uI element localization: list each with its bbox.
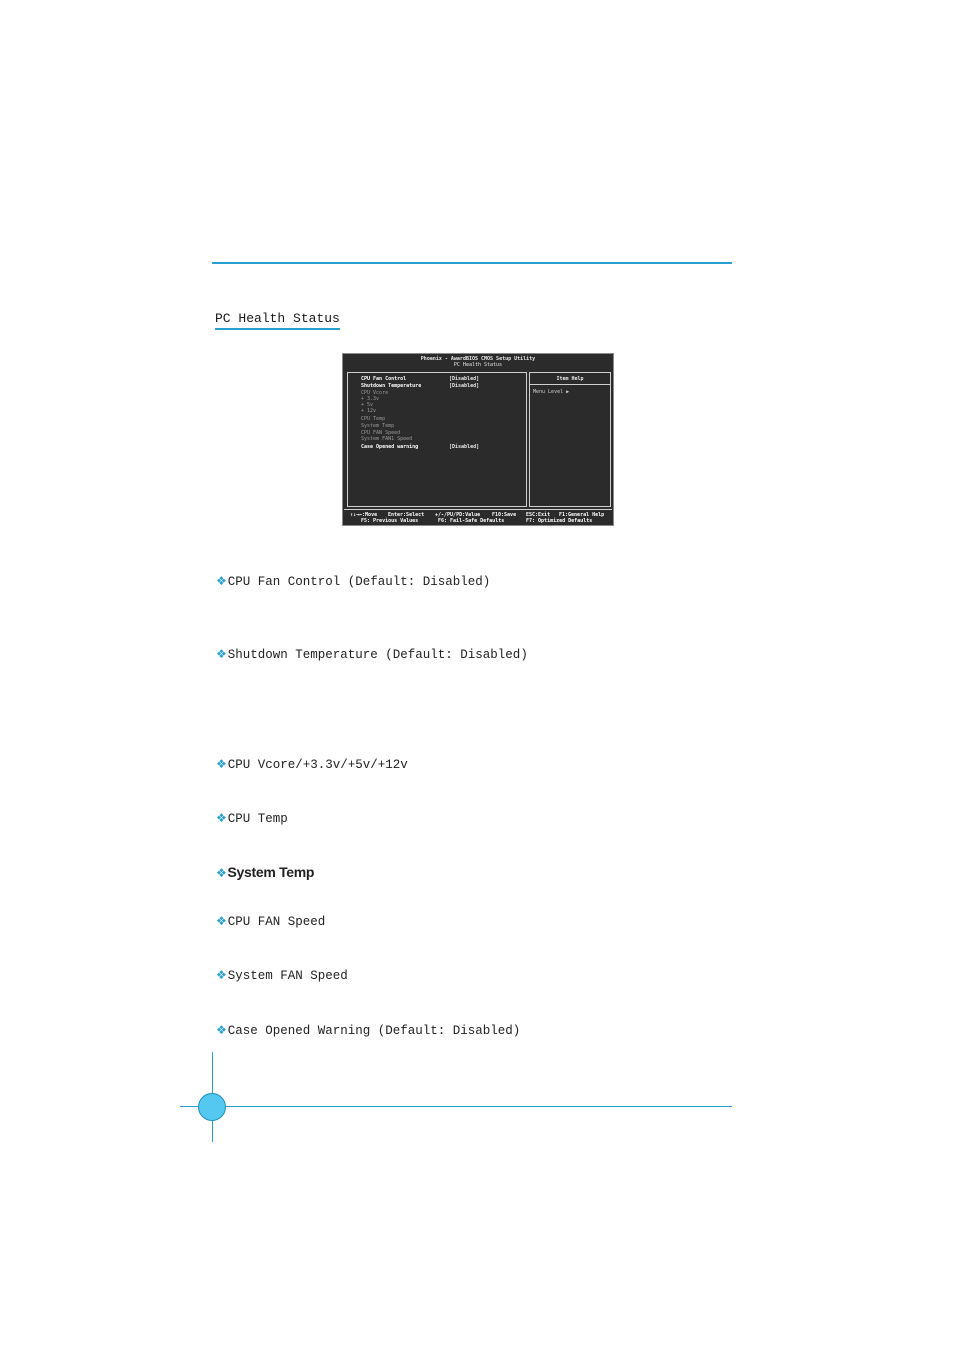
item-cpu-fan-speed: CPU FAN Speed: [227, 915, 326, 929]
item-case-opened-warning: Case Opened Warning (Default: Disabled): [227, 1024, 521, 1038]
bios-key-optimized: F7: Optimized Defaults: [526, 518, 593, 524]
item-shutdown-temperature: Shutdown Temperature (Default: Disabled): [227, 648, 528, 662]
item-voltages: CPU Vcore/+3.3v/+5v/+12v: [227, 758, 408, 772]
page-number-circle: [198, 1093, 226, 1121]
item-system-temp: System Temp: [227, 864, 315, 880]
bullet-icon: ❖: [216, 647, 227, 661]
bios-value-shutdown-temperature[interactable]: [Disabled]: [449, 383, 480, 389]
bullet-icon: ❖: [216, 574, 227, 588]
bios-key-value: +/-/PU/PD:Value: [435, 512, 481, 518]
bios-item-cpu-temp: CPU Temp: [361, 416, 386, 422]
bios-screenshot: [342, 353, 614, 526]
list-item: [216, 968, 348, 983]
item-system-fan-speed: System FAN Speed: [227, 969, 348, 983]
bullet-icon: ❖: [216, 968, 227, 982]
list-item: [216, 811, 288, 826]
bios-key-failsafe: F6: Fail-Safe Defaults: [438, 518, 505, 524]
list-item: [216, 1023, 520, 1038]
bios-item-cpu-fan-speed: CPU FAN Speed: [361, 430, 401, 436]
bios-key-help: F1:General Help: [559, 512, 605, 518]
bullet-icon: ❖: [216, 811, 227, 825]
bios-key-enter: Enter:Select: [388, 512, 425, 518]
bios-subtitle: PC Health Status: [453, 362, 503, 368]
bios-item-system-temp: System Temp: [361, 423, 395, 429]
bios-item-system-fan1-speed: System FAN1 Speed: [361, 436, 413, 442]
list-item: [216, 574, 490, 589]
bios-item-cpu-fan-control[interactable]: CPU Fan Control: [361, 376, 407, 382]
bullet-icon: ❖: [216, 914, 227, 928]
top-divider: [212, 262, 732, 264]
item-cpu-temp: CPU Temp: [227, 812, 288, 826]
bullet-icon: ❖: [216, 866, 227, 880]
section-title: PC Health Status: [215, 311, 340, 330]
bios-item-case-opened-warning[interactable]: Case Opened warning: [361, 444, 419, 450]
bullet-icon: ❖: [216, 1023, 227, 1037]
bios-help-panel: [529, 372, 611, 507]
bios-item-3-3v: + 3.3v: [361, 396, 380, 402]
bottom-divider: [180, 1106, 732, 1107]
bios-help-title: Item Help: [530, 375, 610, 385]
bios-value-case-opened-warning[interactable]: [Disabled]: [449, 444, 480, 450]
item-cpu-fan-control: CPU Fan Control (Default: Disabled): [227, 575, 491, 589]
bios-help-text: Menu Level ▶: [533, 389, 570, 395]
bios-key-exit: ESC:Exit: [526, 512, 551, 518]
list-item: [216, 647, 528, 662]
bios-value-cpu-fan-control[interactable]: [Disabled]: [449, 376, 480, 382]
list-item: [216, 864, 314, 880]
bios-item-cpu-vcore: CPU Vcore: [361, 390, 389, 396]
bullet-icon: ❖: [216, 757, 227, 771]
bios-item-12v: + 12v: [361, 408, 377, 414]
bios-key-previous: F5: Previous Values: [361, 518, 419, 524]
bios-footer: [344, 509, 612, 525]
list-item: [216, 757, 408, 772]
bios-item-shutdown-temperature[interactable]: Shutdown Temperature: [361, 383, 422, 389]
list-item: [216, 914, 325, 929]
bios-key-move: ↑↓→←:Move: [350, 512, 378, 518]
bios-settings-panel: [347, 372, 527, 507]
bios-item-5v: + 5v: [361, 402, 374, 408]
bios-key-save: F10:Save: [492, 512, 517, 518]
bios-title: Phoenix - AwardBIOS CMOS Setup Utility: [420, 356, 536, 362]
